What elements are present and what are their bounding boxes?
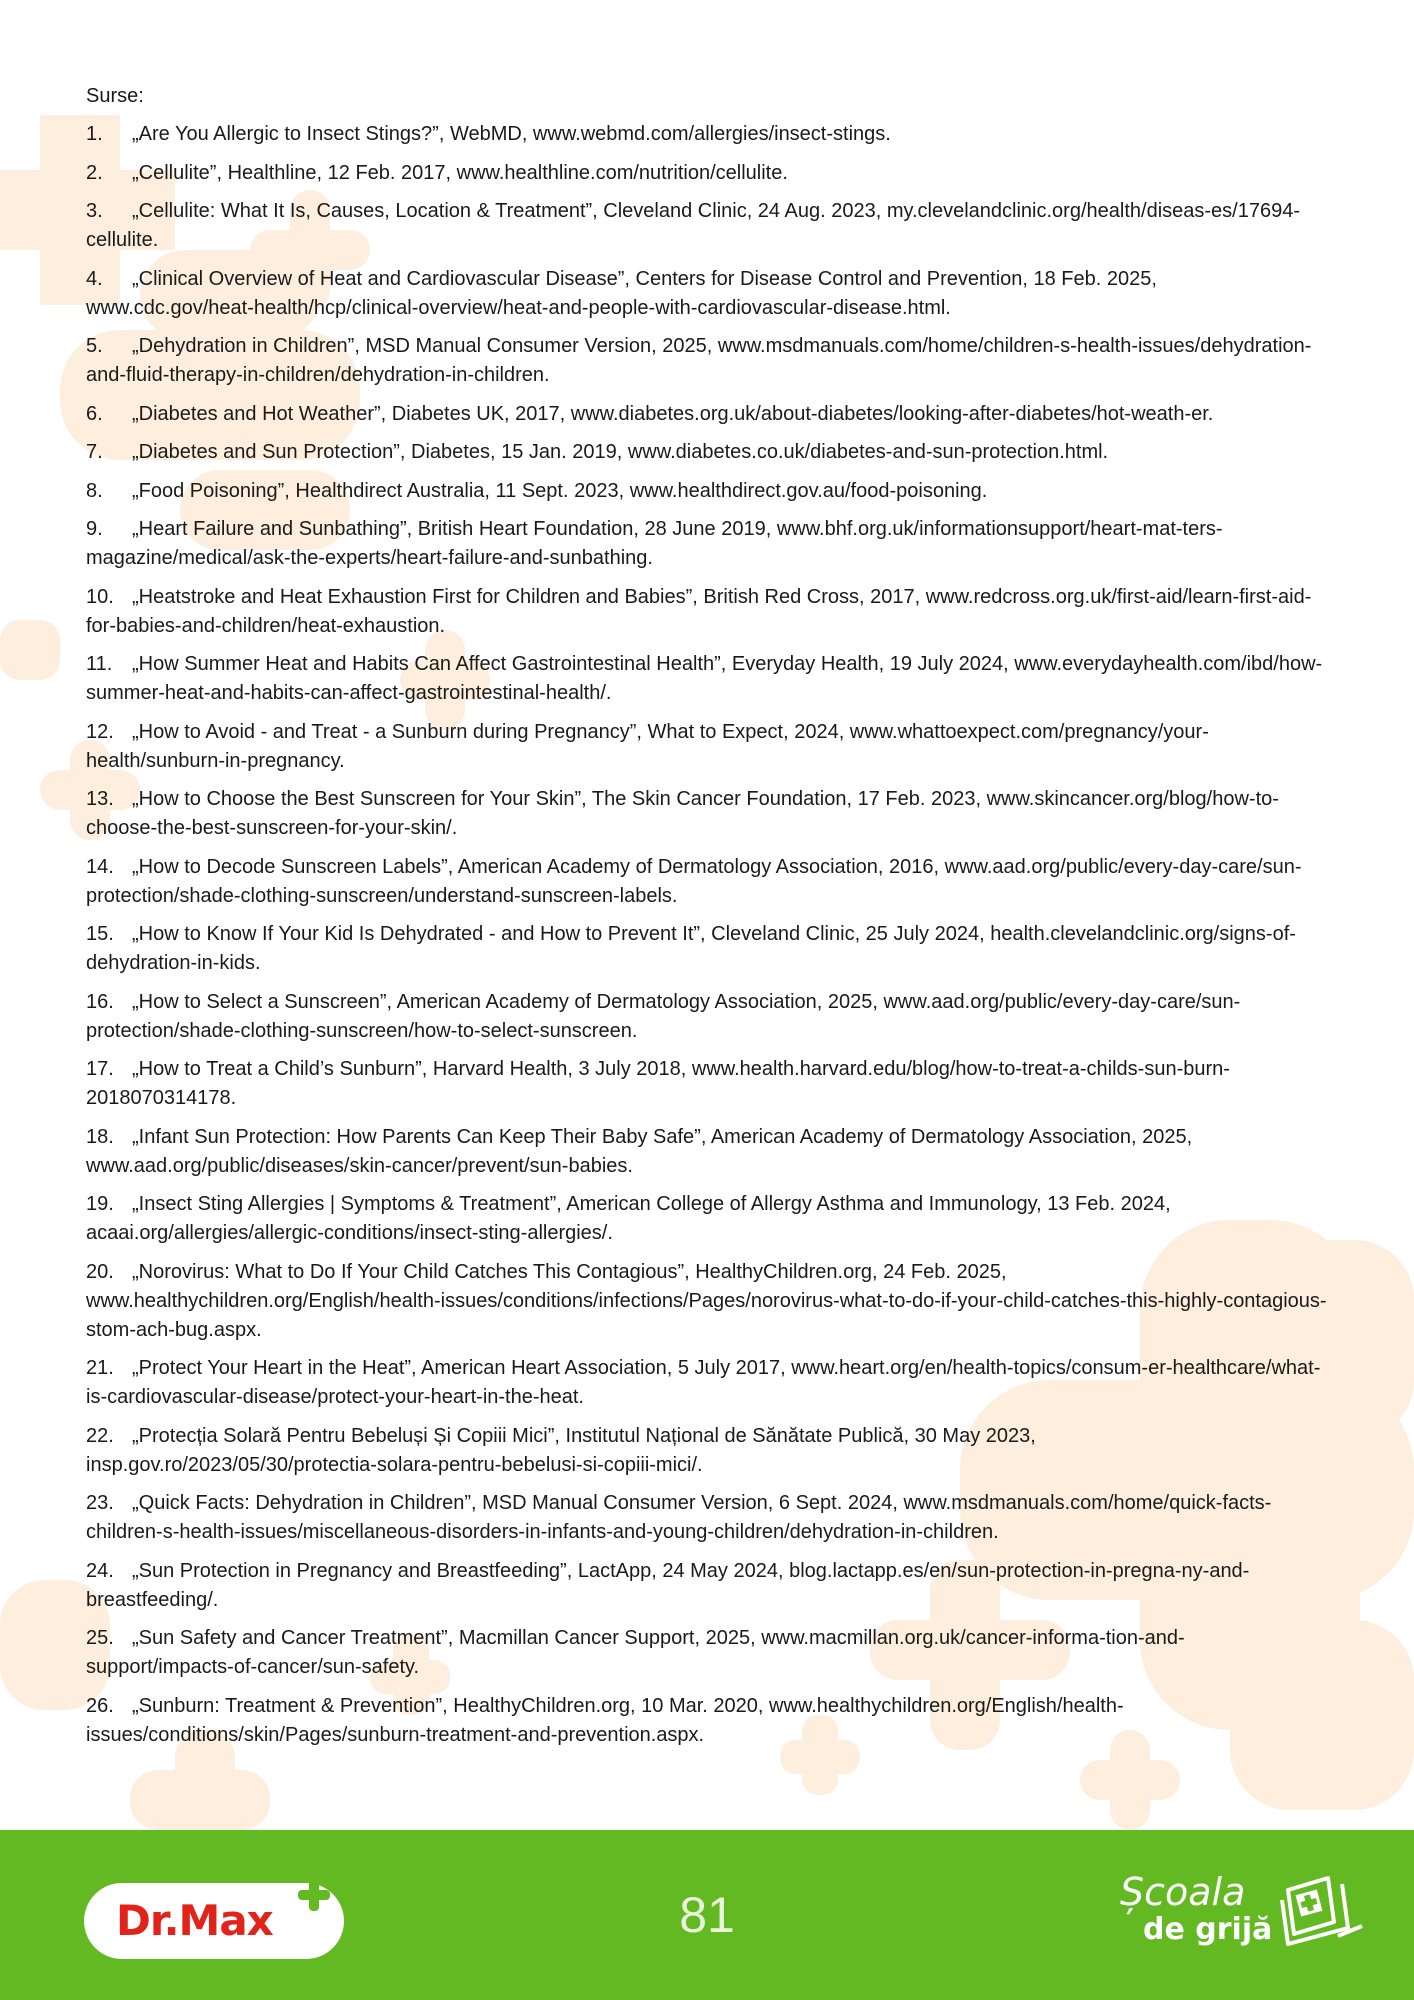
drmax-logo-text: Dr.Max bbox=[116, 1896, 273, 1945]
drmax-logo bbox=[84, 1883, 344, 1959]
scoala-de-grija-logo bbox=[1118, 1868, 1378, 1968]
reference-number: 25. bbox=[86, 1627, 114, 1649]
sources-heading: Surse: bbox=[86, 85, 144, 107]
page-number: 81 bbox=[679, 1887, 735, 1943]
reference-text: „How to Know If Your Kid Is Dehydrated - and How to Prevent It”, Cleveland Clinic, 25 July 2024, health.clevelandclinic.org/signs-of-dehydration-in-kids. bbox=[86, 923, 1296, 974]
reference-number: 4. bbox=[86, 267, 103, 290]
page-footer bbox=[0, 1830, 1414, 2000]
reference-text: „Sun Protection in Pregnancy and Breastfeeding”, LactApp, 24 May 2024, blog.lactapp.es/en/sun-protection-in-pregna-ny-and-breastfeeding/. bbox=[86, 1559, 1250, 1611]
scoala-logo-line1: Școala bbox=[1120, 1870, 1246, 1914]
reference-number: 3. bbox=[86, 200, 103, 222]
reference-number: 13. bbox=[86, 788, 114, 810]
reference-text: „Heatstroke and Heat Exhaustion First for Children and Babies”, British Red Cross, 2017, www.redcross.org.uk/first-aid/learn-first-aid-for-babies-and-children/heat-exhaustion. bbox=[86, 585, 1312, 637]
reference-text: „How to Choose the Best Sunscreen for Your Skin”, The Skin Cancer Foundation, 17 Feb. 2023, www.skincancer.org/blog/how-to-choose-the-best-sunscreen-for-your-skin/. bbox=[86, 788, 1279, 839]
reference-number: 7. bbox=[86, 441, 103, 463]
reference-text: „Cellulite”, Healthline, 12 Feb. 2017, www.healthline.com/nutrition/cellulite. bbox=[132, 161, 788, 184]
reference-number: 21. bbox=[86, 1357, 114, 1379]
reference-item bbox=[86, 477, 1330, 506]
reference-item bbox=[86, 400, 1330, 429]
scoala-logo-line2: de grijă bbox=[1143, 1912, 1273, 1947]
references-list bbox=[86, 120, 1330, 1750]
reference-item bbox=[86, 988, 1330, 1046]
reference-text: „Clinical Overview of Heat and Cardiovascular Disease”, Centers for Disease Control and Prevention, 18 Feb. 2025, www.cdc.gov/heat-health/hcp/clinical-overview/heat-and-people-with-cardiovascular-disease.html. bbox=[86, 267, 1157, 319]
reference-item bbox=[86, 120, 1330, 149]
reference-text: „Insect Sting Allergies | Symptoms & Treatment”, American College of Allergy Asthma and Immunology, 13 Feb. 2024, acaai.org/allergies/allergic-conditions/insect-sting-allergies/. bbox=[86, 1193, 1171, 1244]
reference-text: „Sun Safety and Cancer Treatment”, Macmillan Cancer Support, 2025, www.macmillan.org.uk/cancer-informa-tion-and-support/impacts-of-cancer/sun-safety. bbox=[86, 1627, 1185, 1678]
reference-number: 18. bbox=[86, 1125, 114, 1148]
reference-text: „Diabetes and Sun Protection”, Diabetes, 15 Jan. 2019, www.diabetes.co.uk/diabetes-and-sun-protection.html. bbox=[132, 441, 1109, 463]
reference-number: 17. bbox=[86, 1058, 114, 1080]
reference-text: „Quick Facts: Dehydration in Children”, MSD Manual Consumer Version, 6 Sept. 2024, www.msdmanuals.com/home/quick-facts-children-s-health-issues/miscellaneous-disorders-in-infants-and-young-children/dehydration-in-children. bbox=[86, 1492, 1272, 1543]
reference-number: 11. bbox=[86, 653, 113, 675]
reference-item bbox=[86, 1489, 1330, 1547]
plus-icon bbox=[294, 1875, 334, 1915]
reference-number: 23. bbox=[86, 1492, 114, 1514]
reference-text: „Diabetes and Hot Weather”, Diabetes UK, 2017, www.diabetes.org.uk/about-diabetes/looking-after-diabetes/hot-weath-er. bbox=[132, 402, 1214, 425]
reference-number: 10. bbox=[86, 585, 114, 608]
reference-item bbox=[86, 1422, 1330, 1480]
reference-number: 2. bbox=[86, 161, 103, 184]
reference-item bbox=[86, 1123, 1330, 1181]
reference-item bbox=[86, 1055, 1330, 1113]
reference-text: „How to Avoid - and Treat - a Sunburn during Pregnancy”, What to Expect, 2024, www.whattoexpect.com/pregnancy/your-health/sunburn-in-pregnancy. bbox=[86, 720, 1209, 772]
reference-number: 20. bbox=[86, 1260, 114, 1283]
reference-number: 14. bbox=[86, 855, 114, 878]
reference-number: 6. bbox=[86, 402, 103, 425]
reference-text: „How to Select a Sunscreen”, American Academy of Dermatology Association, 2025, www.aad.org/public/every-day-care/sun-protection/shade-clothing-sunscreen/how-to-select-sunscreen. bbox=[86, 990, 1241, 1042]
reference-number: 9. bbox=[86, 518, 103, 540]
reference-number: 24. bbox=[86, 1559, 114, 1582]
reference-text: „Dehydration in Children”, MSD Manual Consumer Version, 2025, www.msdmanuals.com/home/children-s-health-issues/dehydration-and-fluid-therapy-in-children/dehydration-in-children. bbox=[86, 335, 1312, 386]
reference-number: 1. bbox=[86, 123, 103, 145]
reference-number: 8. bbox=[86, 479, 103, 502]
reference-item bbox=[86, 438, 1330, 467]
reference-item bbox=[86, 332, 1330, 390]
reference-text: „Infant Sun Protection: How Parents Can Keep Their Baby Safe”, American Academy of Dermatology Association, 2025, www.aad.org/public/diseases/skin-cancer/prevent/sun-babies. bbox=[86, 1125, 1193, 1177]
reference-text: „Are You Allergic to Insect Stings?”, WebMD, www.webmd.com/allergies/insect-stings. bbox=[132, 123, 891, 145]
reference-number: 15. bbox=[86, 923, 114, 945]
reference-number: 26. bbox=[86, 1694, 114, 1717]
reference-number: 22. bbox=[86, 1424, 114, 1447]
decorative-plus-shape bbox=[0, 620, 60, 680]
reference-item bbox=[86, 785, 1330, 843]
reference-number: 19. bbox=[86, 1193, 114, 1215]
reference-text: „Protect Your Heart in the Heat”, American Heart Association, 5 July 2017, www.heart.org/en/health-topics/consum-er-healthcare/what-is-cardiovascular-disease/protect-your-heart-in-the-heat. bbox=[86, 1357, 1321, 1408]
reference-text: „Protecția Solară Pentru Bebeluși Și Copiii Mici”, Institutul Național de Sănătate Publică, 30 May 2023, insp.gov.ro/2023/05/30/protectia-solara-pentru-bebelusi-si-copiii-mici/. bbox=[86, 1424, 1036, 1476]
reference-item bbox=[86, 1190, 1330, 1248]
reference-item bbox=[86, 650, 1330, 708]
reference-item bbox=[86, 265, 1330, 323]
reference-text: „How Summer Heat and Habits Can Affect Gastrointestinal Health”, Everyday Health, 19 July 2024, www.everydayhealth.com/ibd/how-summer-heat-and-habits-can-affect-gastrointestinal-health/. bbox=[86, 653, 1323, 704]
reference-text: „Cellulite: What It Is, Causes, Location & Treatment”, Cleveland Clinic, 24 Aug. 2023, my.clevelandclinic.org/health/diseas-es/17694-cellulite. bbox=[86, 200, 1300, 251]
reference-item bbox=[86, 1557, 1330, 1615]
reference-item bbox=[86, 159, 1330, 188]
reference-item bbox=[86, 1258, 1330, 1345]
reference-text: „Sunburn: Treatment & Prevention”, HealthyChildren.org, 10 Mar. 2020, www.healthychildren.org/English/health-issues/conditions/skin/Pages/sunburn-treatment-and-prevention.aspx. bbox=[86, 1694, 1124, 1746]
reference-text: „Norovirus: What to Do If Your Child Catches This Contagious”, HealthyChildren.org, 24 Feb. 2025, www.healthychildren.org/English/health-issues/conditions/infections/Pages/norovirus-what-to-do-if-your-child-catches-this-highly-contagious-stom-ach-bug.aspx. bbox=[86, 1260, 1327, 1341]
reference-item bbox=[86, 583, 1330, 641]
reference-item bbox=[86, 1692, 1330, 1750]
reference-number: 16. bbox=[86, 990, 114, 1013]
reference-item bbox=[86, 853, 1330, 911]
reference-number: 5. bbox=[86, 335, 103, 357]
reference-item bbox=[86, 197, 1330, 255]
reference-text: „Heart Failure and Sunbathing”, British Heart Foundation, 28 June 2019, www.bhf.org.uk/informationsupport/heart-mat-ters-magazine/medical/ask-the-experts/heart-failure-and-sunbathing. bbox=[86, 518, 1223, 569]
reference-item bbox=[86, 920, 1330, 978]
reference-number: 12. bbox=[86, 720, 114, 743]
reference-text: „How to Decode Sunscreen Labels”, American Academy of Dermatology Association, 2016, www.aad.org/public/every-day-care/sun-protection/shade-clothing-sunscreen/understand-sunscreen-labels. bbox=[86, 855, 1302, 907]
reference-item bbox=[86, 1354, 1330, 1412]
sources-section bbox=[86, 82, 1330, 1759]
reference-item bbox=[86, 515, 1330, 573]
reference-text: „Food Poisoning”, Healthdirect Australia, 11 Sept. 2023, www.healthdirect.gov.au/food-poisoning. bbox=[132, 479, 988, 502]
reference-item bbox=[86, 1624, 1330, 1682]
reference-item bbox=[86, 718, 1330, 776]
reference-text: „How to Treat a Child’s Sunburn”, Harvard Health, 3 July 2018, www.health.harvard.edu/blog/how-to-treat-a-childs-sun-burn-2018070314178. bbox=[86, 1058, 1230, 1109]
book-plus-icon bbox=[1268, 1870, 1368, 1950]
